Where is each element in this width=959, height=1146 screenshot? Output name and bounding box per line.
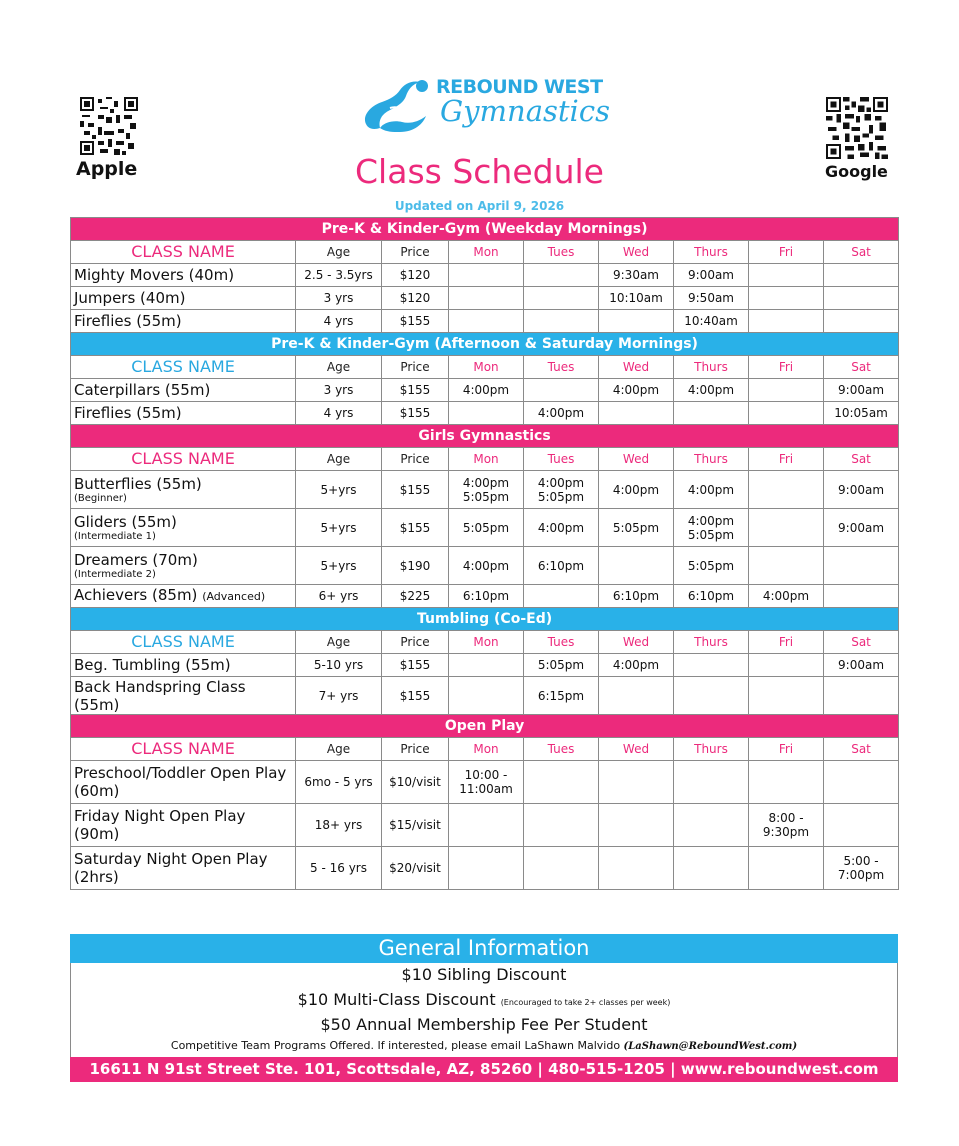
membership-fee: $50 Annual Membership Fee Per Student [320, 1015, 648, 1034]
column-header-tues: Tues [524, 738, 599, 761]
cell-sat [824, 677, 899, 715]
column-header-tues: Tues [524, 448, 599, 471]
cell-fri [749, 287, 824, 310]
column-header-thurs: Thurs [674, 356, 749, 379]
logo-bottom-text: Gymnastics [440, 94, 610, 128]
column-header-price: Price [382, 448, 449, 471]
apple-label: Apple [76, 158, 138, 180]
cell-price: $155 [382, 379, 449, 402]
footer-contact-bar: 16611 N 91st Street Ste. 101, Scottsdale, AZ, 85260 | 480-515-1205 | www.reboundwest.com [70, 1057, 898, 1082]
cell-sat [824, 264, 899, 287]
competitive-team-note [71, 1039, 897, 1052]
cell-price: $155 [382, 677, 449, 715]
multi-class-note: (Encouraged to take 2+ classes per week) [500, 998, 671, 1007]
cell-sat [824, 804, 899, 847]
cell-age: 5-10 yrs [296, 654, 382, 677]
class-name: Saturday Night Open Play (2hrs) [74, 850, 268, 886]
cell-wed [599, 402, 674, 425]
cell-wed: 4:00pm [599, 379, 674, 402]
class-name: Beg. Tumbling (55m) [74, 656, 231, 674]
cell-wed [599, 761, 674, 804]
class-level: (Intermediate 1) [74, 531, 156, 542]
multi-class-text: $10 Multi-Class Discount [297, 990, 496, 1009]
cell-mon [449, 402, 524, 425]
class-name-cell [71, 287, 296, 310]
column-header-wed: Wed [599, 631, 674, 654]
cell-mon: 5:05pm [449, 509, 524, 547]
section-header-tumbling [71, 608, 899, 631]
cell-thurs [674, 804, 749, 847]
cell-thurs: 9:00am [674, 264, 749, 287]
cell-price: $155 [382, 310, 449, 333]
cell-mon [449, 677, 524, 715]
class-name: Butterflies (55m) [74, 475, 202, 493]
column-header-price: Price [382, 356, 449, 379]
cell-tues: 4:00pm 5:05pm [524, 471, 599, 509]
cell-fri [749, 379, 824, 402]
column-header-tues: Tues [524, 241, 599, 264]
cell-fri [749, 310, 824, 333]
cell-fri [749, 654, 824, 677]
class-name-cell [71, 761, 296, 804]
cell-mon: 6:10pm [449, 585, 524, 608]
cell-price: $155 [382, 402, 449, 425]
cell-tues [524, 761, 599, 804]
column-header-age: Age [296, 631, 382, 654]
column-header-thurs: Thurs [674, 448, 749, 471]
cell-thurs: 4:00pm [674, 471, 749, 509]
column-header-thurs: Thurs [674, 241, 749, 264]
cell-thurs [674, 847, 749, 890]
column-header-tues: Tues [524, 356, 599, 379]
cell-tues: 4:00pm [524, 402, 599, 425]
column-header-tues: Tues [524, 631, 599, 654]
column-header-thurs: Thurs [674, 631, 749, 654]
cell-price: $190 [382, 547, 449, 585]
class-name-cell [71, 654, 296, 677]
sibling-discount: $10 Sibling Discount [401, 965, 567, 984]
column-header-wed: Wed [599, 448, 674, 471]
cell-sat: 9:00am [824, 471, 899, 509]
cell-tues: 4:00pm [524, 509, 599, 547]
column-header-fri: Fri [749, 356, 824, 379]
column-header-fri: Fri [749, 241, 824, 264]
class-row [71, 677, 899, 715]
cell-price: $155 [382, 654, 449, 677]
class-row [71, 509, 899, 547]
cell-price: $10/visit [382, 761, 449, 804]
cell-wed: 10:10am [599, 287, 674, 310]
class-row [71, 847, 899, 890]
class-name-cell [71, 677, 296, 715]
cell-fri [749, 847, 824, 890]
column-header-wed: Wed [599, 738, 674, 761]
column-header-row [71, 738, 899, 761]
cell-price: $155 [382, 471, 449, 509]
contact-email-link[interactable]: (LaShawn@ReboundWest.com) [623, 1041, 798, 1052]
column-header-age: Age [296, 448, 382, 471]
column-header-mon: Mon [449, 356, 524, 379]
general-info-header: General Information [70, 934, 898, 963]
class-row [71, 471, 899, 509]
column-header-age: Age [296, 738, 382, 761]
cell-sat: 9:00am [824, 654, 899, 677]
cell-thurs [674, 677, 749, 715]
column-header-mon: Mon [449, 241, 524, 264]
logo-top-text: REBOUND WEST [436, 76, 603, 98]
cell-thurs: 6:10pm [674, 585, 749, 608]
google-label: Google [825, 162, 888, 181]
column-header-price: Price [382, 241, 449, 264]
column-header-class-name: CLASS NAME [71, 356, 296, 379]
cell-wed: 5:05pm [599, 509, 674, 547]
column-header-row [71, 241, 899, 264]
class-level: (Intermediate 2) [74, 569, 156, 580]
cell-price: $20/visit [382, 847, 449, 890]
class-name-cell [71, 402, 296, 425]
cell-mon [449, 310, 524, 333]
column-header-row [71, 631, 899, 654]
cell-thurs [674, 761, 749, 804]
column-header-thurs: Thurs [674, 738, 749, 761]
class-name-cell [71, 471, 296, 509]
class-name: Fireflies (55m) [74, 404, 182, 422]
section-title: Tumbling (Co-Ed) [71, 608, 899, 631]
class-name-cell [71, 264, 296, 287]
cell-age: 6mo - 5 yrs [296, 761, 382, 804]
class-level: (Beginner) [74, 493, 127, 504]
cell-wed [599, 310, 674, 333]
cell-fri: 4:00pm [749, 585, 824, 608]
class-row [71, 264, 899, 287]
multi-class-discount [71, 990, 897, 1009]
cell-age: 7+ yrs [296, 677, 382, 715]
updated-date: Updated on April 9, 2026 [394, 199, 565, 213]
cell-thurs: 4:00pm 5:05pm [674, 509, 749, 547]
class-name: Achievers (85m) [74, 586, 198, 604]
column-header-row [71, 356, 899, 379]
class-schedule-table [70, 217, 899, 890]
cell-fri [749, 471, 824, 509]
cell-fri [749, 264, 824, 287]
cell-thurs: 4:00pm [674, 379, 749, 402]
gymnast-icon [360, 72, 435, 142]
cell-wed [599, 847, 674, 890]
cell-tues [524, 310, 599, 333]
cell-sat: 5:00 - 7:00pm [824, 847, 899, 890]
cell-tues [524, 379, 599, 402]
cell-mon: 4:00pm 5:05pm [449, 471, 524, 509]
cell-thurs [674, 402, 749, 425]
cell-tues [524, 264, 599, 287]
column-header-class-name: CLASS NAME [71, 241, 296, 264]
cell-tues [524, 847, 599, 890]
cell-sat: 9:00am [824, 379, 899, 402]
class-name-cell [71, 847, 296, 890]
competitive-text: Competitive Team Programs Offered. If interested, please email LaShawn Malvido [170, 1039, 621, 1052]
cell-age: 5+yrs [296, 547, 382, 585]
class-name: Friday Night Open Play (90m) [74, 807, 246, 843]
column-header-sat: Sat [824, 631, 899, 654]
class-row [71, 379, 899, 402]
column-header-class-name: CLASS NAME [71, 738, 296, 761]
class-name: Caterpillars (55m) [74, 381, 211, 399]
class-row [71, 547, 899, 585]
cell-sat [824, 287, 899, 310]
cell-wed [599, 804, 674, 847]
cell-thurs: 5:05pm [674, 547, 749, 585]
section-header-prek_afternoon [71, 333, 899, 356]
class-name-cell [71, 547, 296, 585]
column-header-mon: Mon [449, 448, 524, 471]
cell-sat [824, 585, 899, 608]
class-name-cell [71, 379, 296, 402]
column-header-row [71, 448, 899, 471]
cell-wed: 4:00pm [599, 654, 674, 677]
column-header-age: Age [296, 241, 382, 264]
cell-age: 4 yrs [296, 310, 382, 333]
cell-sat [824, 547, 899, 585]
cell-price: $120 [382, 287, 449, 310]
cell-fri [749, 402, 824, 425]
cell-tues [524, 585, 599, 608]
class-name-cell [71, 310, 296, 333]
section-header-girls [71, 425, 899, 448]
class-name: Gliders (55m) [74, 513, 177, 531]
cell-tues: 6:15pm [524, 677, 599, 715]
cell-mon [449, 287, 524, 310]
cell-mon: 10:00 - 11:00am [449, 761, 524, 804]
cell-wed [599, 677, 674, 715]
cell-price: $15/visit [382, 804, 449, 847]
class-row [71, 804, 899, 847]
class-name: Mighty Movers (40m) [74, 266, 235, 284]
cell-mon [449, 804, 524, 847]
cell-fri [749, 509, 824, 547]
class-name: Back Handspring Class (55m) [74, 677, 246, 714]
column-header-sat: Sat [824, 448, 899, 471]
cell-tues [524, 804, 599, 847]
general-info-box [70, 963, 898, 1058]
cell-tues: 5:05pm [524, 654, 599, 677]
cell-price: $120 [382, 264, 449, 287]
apple-qr-code[interactable] [80, 97, 138, 155]
class-name: Jumpers (40m) [74, 289, 186, 307]
cell-age: 2.5 - 3.5yrs [296, 264, 382, 287]
column-header-fri: Fri [749, 738, 824, 761]
class-level: (Advanced) [202, 590, 266, 603]
class-row [71, 402, 899, 425]
cell-sat [824, 761, 899, 804]
section-title: Girls Gymnastics [71, 425, 899, 448]
cell-wed: 6:10pm [599, 585, 674, 608]
cell-age: 5 - 16 yrs [296, 847, 382, 890]
cell-tues: 6:10pm [524, 547, 599, 585]
class-name: Dreamers (70m) [74, 551, 198, 569]
column-header-age: Age [296, 356, 382, 379]
class-name: Preschool/Toddler Open Play (60m) [74, 764, 287, 800]
cell-thurs [674, 654, 749, 677]
class-row [71, 585, 899, 608]
section-title: Pre-K & Kinder-Gym (Afternoon & Saturday Mornings) [71, 333, 899, 356]
column-header-mon: Mon [449, 631, 524, 654]
cell-wed: 4:00pm [599, 471, 674, 509]
column-header-fri: Fri [749, 631, 824, 654]
class-name-cell [71, 585, 296, 608]
cell-mon [449, 264, 524, 287]
cell-age: 3 yrs [296, 287, 382, 310]
class-row [71, 761, 899, 804]
cell-tues [524, 287, 599, 310]
class-row [71, 654, 899, 677]
cell-sat: 9:00am [824, 509, 899, 547]
class-name-cell [71, 509, 296, 547]
rebound-west-logo [360, 72, 620, 142]
cell-wed: 9:30am [599, 264, 674, 287]
column-header-price: Price [382, 738, 449, 761]
column-header-price: Price [382, 631, 449, 654]
cell-fri [749, 677, 824, 715]
column-header-class-name: CLASS NAME [71, 631, 296, 654]
cell-age: 4 yrs [296, 402, 382, 425]
cell-fri [749, 547, 824, 585]
section-header-open_play [71, 715, 899, 738]
cell-age: 18+ yrs [296, 804, 382, 847]
cell-thurs: 10:40am [674, 310, 749, 333]
cell-mon [449, 654, 524, 677]
cell-age: 6+ yrs [296, 585, 382, 608]
column-header-wed: Wed [599, 356, 674, 379]
cell-thurs: 9:50am [674, 287, 749, 310]
cell-age: 5+yrs [296, 471, 382, 509]
class-row [71, 287, 899, 310]
column-header-sat: Sat [824, 356, 899, 379]
cell-mon: 4:00pm [449, 547, 524, 585]
cell-mon [449, 847, 524, 890]
cell-sat: 10:05am [824, 402, 899, 425]
cell-price: $225 [382, 585, 449, 608]
column-header-fri: Fri [749, 448, 824, 471]
cell-sat [824, 310, 899, 333]
cell-price: $155 [382, 509, 449, 547]
column-header-sat: Sat [824, 241, 899, 264]
section-title: Open Play [71, 715, 899, 738]
section-header-prek_morning [71, 218, 899, 241]
page-title: Class Schedule [355, 152, 604, 191]
section-title: Pre-K & Kinder-Gym (Weekday Mornings) [71, 218, 899, 241]
cell-wed [599, 547, 674, 585]
column-header-class-name: CLASS NAME [71, 448, 296, 471]
cell-age: 3 yrs [296, 379, 382, 402]
class-name-cell [71, 804, 296, 847]
column-header-wed: Wed [599, 241, 674, 264]
column-header-mon: Mon [449, 738, 524, 761]
cell-age: 5+yrs [296, 509, 382, 547]
google-qr-code[interactable] [826, 97, 888, 159]
class-row [71, 310, 899, 333]
class-name: Fireflies (55m) [74, 312, 182, 330]
column-header-sat: Sat [824, 738, 899, 761]
cell-fri [749, 761, 824, 804]
cell-mon: 4:00pm [449, 379, 524, 402]
cell-fri: 8:00 - 9:30pm [749, 804, 824, 847]
